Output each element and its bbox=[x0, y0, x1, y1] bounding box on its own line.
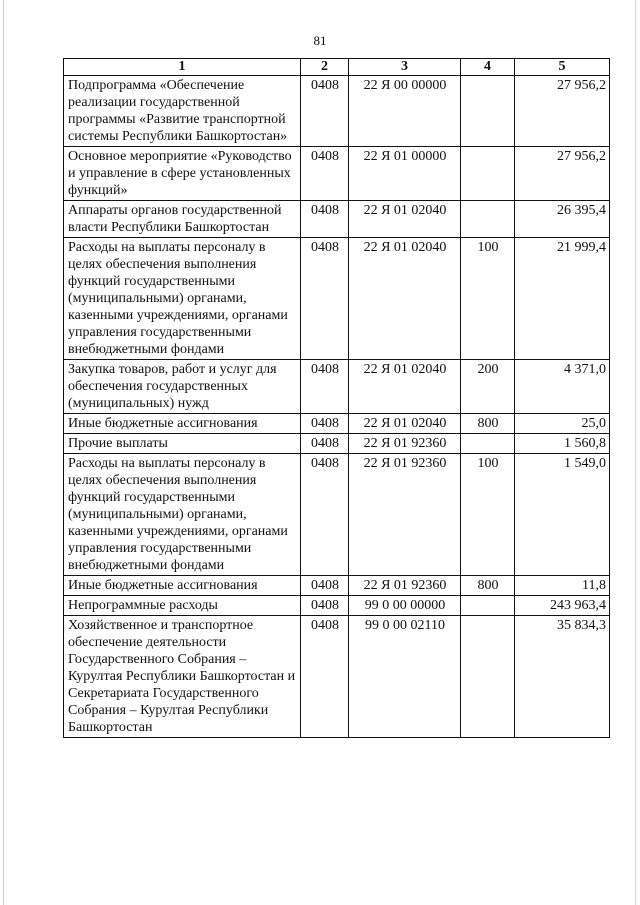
row-amount-cell: 11,8 bbox=[515, 576, 610, 596]
table-header-row bbox=[64, 59, 610, 76]
row-section-cell: 0408 bbox=[301, 147, 349, 201]
row-section-cell: 0408 bbox=[301, 434, 349, 454]
row-section-cell: 0408 bbox=[301, 616, 349, 738]
table-row bbox=[64, 596, 610, 616]
row-name-cell: Прочие выплаты bbox=[64, 434, 301, 454]
row-target-cell: 22 Я 00 00000 bbox=[349, 76, 461, 147]
row-amount-cell: 243 963,4 bbox=[515, 596, 610, 616]
row-expense-type-cell bbox=[461, 434, 515, 454]
table-row bbox=[64, 576, 610, 596]
table-body bbox=[64, 76, 610, 738]
row-expense-type-cell: 800 bbox=[461, 414, 515, 434]
header-col-5: 5 bbox=[515, 59, 610, 76]
row-target-cell: 22 Я 01 92360 bbox=[349, 454, 461, 576]
table-row bbox=[64, 454, 610, 576]
row-expense-type-cell: 200 bbox=[461, 360, 515, 414]
table-row bbox=[64, 76, 610, 147]
row-name-cell: Подпрограмма «Обеспечение реализации государственной программы «Развитие транспортной системы Республики Башкортостан» bbox=[64, 76, 301, 147]
row-amount-cell: 35 834,3 bbox=[515, 616, 610, 738]
row-expense-type-cell bbox=[461, 76, 515, 147]
row-expense-type-cell: 800 bbox=[461, 576, 515, 596]
row-name-cell: Расходы на выплаты персоналу в целях обеспечения выполнения функций государственными (муниципальными) органами, казенными учреждениями, органами управления государственными внебюджетными фондами bbox=[64, 454, 301, 576]
row-expense-type-cell: 100 bbox=[461, 454, 515, 576]
page-number: 81 bbox=[313, 33, 327, 48]
row-target-cell: 22 Я 01 92360 bbox=[349, 576, 461, 596]
row-amount-cell: 27 956,2 bbox=[515, 147, 610, 201]
table-row bbox=[64, 616, 610, 738]
row-amount-cell: 1 560,8 bbox=[515, 434, 610, 454]
table-row bbox=[64, 434, 610, 454]
row-section-cell: 0408 bbox=[301, 76, 349, 147]
row-expense-type-cell: 100 bbox=[461, 238, 515, 360]
row-expense-type-cell bbox=[461, 596, 515, 616]
row-target-cell: 99 0 00 00000 bbox=[349, 596, 461, 616]
row-amount-cell: 26 395,4 bbox=[515, 201, 610, 238]
row-name-cell: Хозяйственное и транспортное обеспечение деятельности Государственного Собрания – Курултая Республики Башкортостан и Секретариата Государственного Собрания – Курултая Республики Башкортостан bbox=[64, 616, 301, 738]
row-name-cell: Закупка товаров, работ и услуг для обеспечения государственных (муниципальных) нужд bbox=[64, 360, 301, 414]
budget-table bbox=[63, 58, 610, 738]
row-expense-type-cell bbox=[461, 147, 515, 201]
row-section-cell: 0408 bbox=[301, 201, 349, 238]
table-row bbox=[64, 360, 610, 414]
row-target-cell: 22 Я 01 00000 bbox=[349, 147, 461, 201]
row-expense-type-cell bbox=[461, 201, 515, 238]
row-amount-cell: 27 956,2 bbox=[515, 76, 610, 147]
row-section-cell: 0408 bbox=[301, 454, 349, 576]
row-target-cell: 22 Я 01 02040 bbox=[349, 238, 461, 360]
table-row bbox=[64, 414, 610, 434]
scan-edge-right bbox=[635, 0, 636, 905]
row-section-cell: 0408 bbox=[301, 596, 349, 616]
row-amount-cell: 1 549,0 bbox=[515, 454, 610, 576]
row-target-cell: 22 Я 01 02040 bbox=[349, 414, 461, 434]
row-name-cell: Расходы на выплаты персоналу в целях обеспечения выполнения функций государственными (муниципальными) органами, казенными учреждениями, органами управления государственными внебюджетными фондами bbox=[64, 238, 301, 360]
row-name-cell: Непрограммные расходы bbox=[64, 596, 301, 616]
row-name-cell: Аппараты органов государственной власти Республики Башкортостан bbox=[64, 201, 301, 238]
row-name-cell: Основное мероприятие «Руководство и управление в сфере установленных функций» bbox=[64, 147, 301, 201]
row-target-cell: 22 Я 01 02040 bbox=[349, 201, 461, 238]
row-name-cell: Иные бюджетные ассигнования bbox=[64, 414, 301, 434]
row-section-cell: 0408 bbox=[301, 414, 349, 434]
table-row bbox=[64, 238, 610, 360]
row-target-cell: 22 Я 01 02040 bbox=[349, 360, 461, 414]
header-col-1: 1 bbox=[64, 59, 301, 76]
row-target-cell: 22 Я 01 92360 bbox=[349, 434, 461, 454]
row-name-cell: Иные бюджетные ассигнования bbox=[64, 576, 301, 596]
row-section-cell: 0408 bbox=[301, 576, 349, 596]
header-col-3: 3 bbox=[349, 59, 461, 76]
header-col-2: 2 bbox=[301, 59, 349, 76]
table-row bbox=[64, 147, 610, 201]
header-col-4: 4 bbox=[461, 59, 515, 76]
row-section-cell: 0408 bbox=[301, 238, 349, 360]
row-amount-cell: 21 999,4 bbox=[515, 238, 610, 360]
row-amount-cell: 25,0 bbox=[515, 414, 610, 434]
row-target-cell: 99 0 00 02110 bbox=[349, 616, 461, 738]
row-amount-cell: 4 371,0 bbox=[515, 360, 610, 414]
row-expense-type-cell bbox=[461, 616, 515, 738]
table-row bbox=[64, 201, 610, 238]
scan-edge-left bbox=[3, 0, 4, 905]
row-section-cell: 0408 bbox=[301, 360, 349, 414]
